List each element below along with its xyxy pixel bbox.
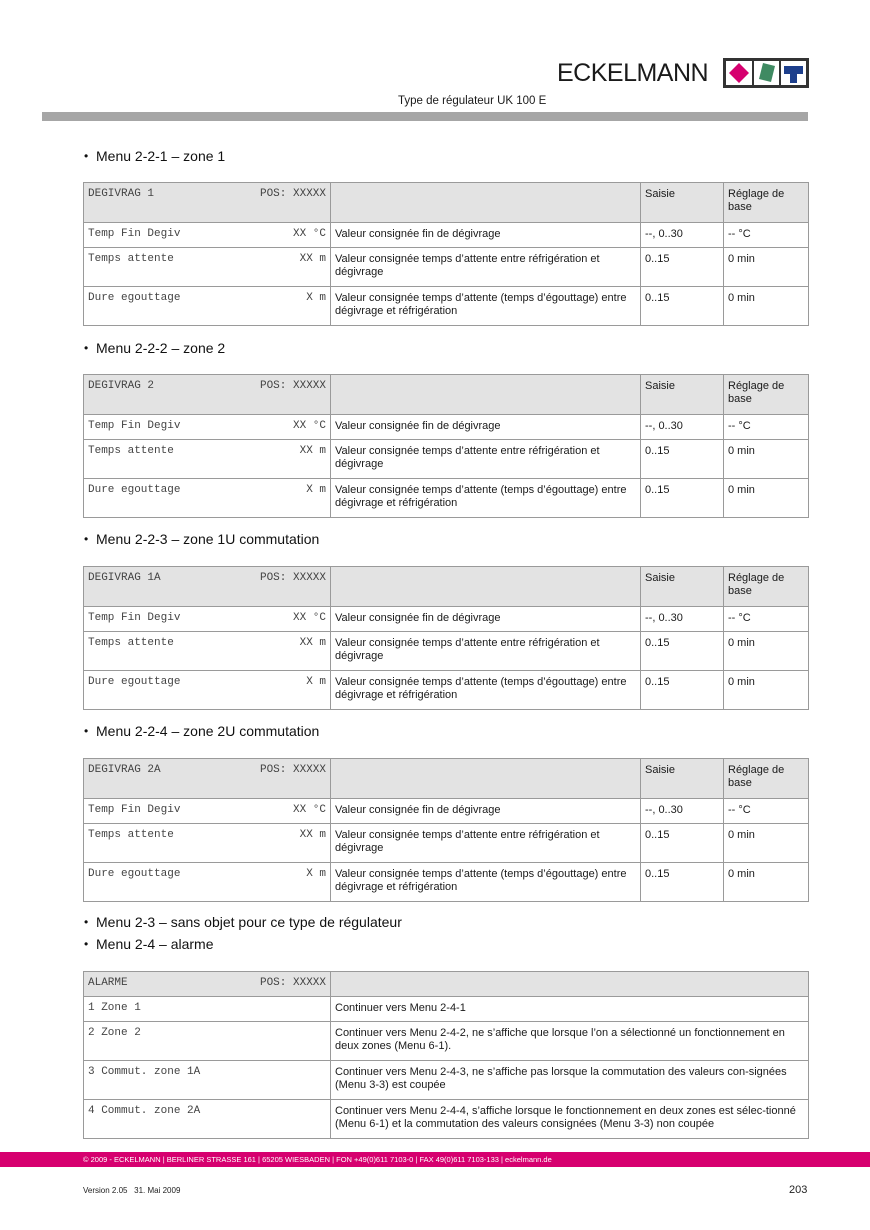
lcd-cell — [84, 248, 331, 287]
section-title-text: Menu 2-2-2 – zone 2 — [96, 340, 226, 356]
lcd-title: DEGIVRAG 1A — [88, 572, 161, 584]
reglage-header: Réglage de base — [724, 375, 809, 415]
saisie-cell: 0..15 — [641, 863, 724, 902]
saisie-cell: --, 0..30 — [641, 223, 724, 248]
bullet-icon: • — [84, 915, 89, 929]
saisie-cell: 0..15 — [641, 479, 724, 518]
lcd-cell — [84, 824, 331, 863]
lcd-cell — [84, 632, 331, 671]
description-cell: Valeur consignée temps d’attente (temps d’égouttage) entre dégivrage et réfrigération — [331, 863, 641, 902]
empty-header-cell — [331, 183, 641, 223]
saisie-header: Saisie — [641, 183, 724, 223]
reglage-cell: -- °C — [724, 799, 809, 824]
lcd-title: ALARME — [88, 977, 128, 989]
section-title-text: Menu 2-2-4 – zone 2U commutation — [96, 723, 320, 739]
lcd-cell — [84, 479, 331, 518]
alarm-table — [83, 971, 809, 1139]
lcd-pos: POS: XXXXX — [259, 188, 326, 200]
reglage-cell: 0 min — [724, 863, 809, 902]
menu-table — [83, 374, 809, 518]
description-cell: Continuer vers Menu 2-4-2, ne s’affiche que lorsque l’on a sélectionné un fonctionnement en deux zones (Menu 6-1). — [331, 1022, 809, 1061]
lcd-cell: 4 Commut. zone 2A — [84, 1100, 331, 1139]
table-row — [84, 1061, 809, 1100]
section-title-text: Menu 2-2-3 – zone 1U commutation — [96, 531, 320, 547]
bullet-icon: • — [84, 937, 89, 951]
saisie-cell: --, 0..30 — [641, 799, 724, 824]
lcd-value: XX m — [299, 253, 326, 265]
table-row — [84, 824, 809, 863]
lcd-label: Temp Fin Degiv — [88, 228, 181, 240]
lcd-cell: 1 Zone 1 — [84, 997, 331, 1022]
empty-header-cell — [331, 759, 641, 799]
table-row — [84, 1100, 809, 1139]
empty-header-cell — [331, 375, 641, 415]
reglage-cell: -- °C — [724, 607, 809, 632]
lcd-label: Temps attente — [88, 253, 174, 265]
section-title-text: Menu 2-2-1 – zone 1 — [96, 148, 226, 164]
lcd-cell — [84, 375, 331, 415]
lcd-cell — [84, 183, 331, 223]
description-cell: Valeur consignée fin de dégivrage — [331, 415, 641, 440]
lcd-pos: POS: XXXXX — [259, 764, 326, 776]
table-row — [84, 997, 809, 1022]
table-header-row — [84, 759, 809, 799]
lcd-label: Temp Fin Degiv — [88, 612, 181, 624]
lcd-cell — [84, 799, 331, 824]
saisie-cell: 0..15 — [641, 824, 724, 863]
description-cell: Continuer vers Menu 2-4-3, ne s’affiche pas lorsque la commutation des valeurs con-signées (Menu 3-3) est coupée — [331, 1061, 809, 1100]
reglage-header: Réglage de base — [724, 759, 809, 799]
reglage-header: Réglage de base — [724, 567, 809, 607]
table-row — [84, 440, 809, 479]
saisie-cell: 0..15 — [641, 632, 724, 671]
reglage-cell: 0 min — [724, 248, 809, 287]
description-cell: Valeur consignée temps d’attente (temps d’égouttage) entre dégivrage et réfrigération — [331, 479, 641, 518]
section-title — [84, 723, 319, 739]
lcd-cell — [84, 759, 331, 799]
empty-header-cell — [331, 972, 809, 997]
description-cell: Valeur consignée fin de dégivrage — [331, 223, 641, 248]
empty-header-cell — [331, 567, 641, 607]
saisie-cell: --, 0..30 — [641, 607, 724, 632]
saisie-cell: 0..15 — [641, 671, 724, 710]
description-cell: Valeur consignée temps d’attente (temps d’égouttage) entre dégivrage et réfrigération — [331, 671, 641, 710]
description-cell: Continuer vers Menu 2-4-4, s’affiche lorsque le fonctionnement en deux zones est sélec-tionné (Menu 6-1) et la commutation des valeurs consignées (Menu 3-3) non coupée — [331, 1100, 809, 1139]
table-header-row — [84, 375, 809, 415]
table-row — [84, 799, 809, 824]
bullet-icon: • — [84, 532, 89, 546]
lcd-label: Dure egouttage — [88, 868, 181, 880]
footer-address: © 2009 - ECKELMANN | BERLINER STRASSE 161 | 65205 WIESBADEN | FON +49(0)611 7103-0 | FAX 49(0)611 7103-133 | eckelmann.de — [83, 1155, 552, 1164]
bullet-icon: • — [84, 149, 89, 163]
document-subtitle: Type de régulateur UK 100 E — [398, 95, 547, 107]
section-title — [84, 936, 214, 952]
description-cell: Continuer vers Menu 2-4-1 — [331, 997, 809, 1022]
section-title — [84, 148, 225, 164]
section-title-text: Menu 2-4 – alarme — [96, 936, 214, 952]
bullet-icon: • — [84, 724, 89, 738]
lcd-value: XX °C — [292, 228, 326, 240]
table-row — [84, 287, 809, 326]
section-title — [84, 340, 225, 356]
lcd-cell: 3 Commut. zone 1A — [84, 1061, 331, 1100]
lcd-cell — [84, 863, 331, 902]
table-row — [84, 415, 809, 440]
table-row — [84, 632, 809, 671]
table-row — [84, 223, 809, 248]
table-row — [84, 248, 809, 287]
saisie-header: Saisie — [641, 375, 724, 415]
reglage-cell: 0 min — [724, 440, 809, 479]
lcd-label: Temp Fin Degiv — [88, 420, 181, 432]
lcd-value: XX °C — [292, 420, 326, 432]
description-cell: Valeur consignée fin de dégivrage — [331, 799, 641, 824]
saisie-cell: 0..15 — [641, 287, 724, 326]
table-row — [84, 607, 809, 632]
table-row — [84, 1022, 809, 1061]
reglage-cell: 0 min — [724, 479, 809, 518]
lcd-cell — [84, 223, 331, 248]
lcd-label: Dure egouttage — [88, 484, 181, 496]
description-cell: Valeur consignée temps d’attente entre réfrigération et dégivrage — [331, 632, 641, 671]
lcd-title: DEGIVRAG 1 — [88, 188, 155, 200]
table-header-row — [84, 972, 809, 997]
reglage-header: Réglage de base — [724, 183, 809, 223]
lcd-label: Dure egouttage — [88, 676, 181, 688]
saisie-cell: 0..15 — [641, 440, 724, 479]
lcd-label: Dure egouttage — [88, 292, 181, 304]
lcd-value: XX °C — [292, 612, 326, 624]
lcd-cell — [84, 415, 331, 440]
saisie-cell: --, 0..30 — [641, 415, 724, 440]
lcd-title: DEGIVRAG 2 — [88, 380, 155, 392]
page-number: 203 — [789, 1184, 808, 1196]
lcd-pos: POS: XXXXX — [259, 572, 326, 584]
lcd-cell — [84, 440, 331, 479]
lcd-cell — [84, 607, 331, 632]
reglage-cell: 0 min — [724, 287, 809, 326]
table-row — [84, 479, 809, 518]
reglage-cell: 0 min — [724, 671, 809, 710]
menu-table — [83, 758, 809, 902]
section-title-text: Menu 2-3 – sans objet pour ce type de régulateur — [96, 914, 402, 930]
lcd-value: X m — [306, 676, 326, 688]
table-row — [84, 863, 809, 902]
saisie-cell: 0..15 — [641, 248, 724, 287]
version-info: Version 2.05 31. Mai 2009 — [83, 1186, 181, 1195]
section-title — [84, 914, 402, 930]
lcd-value: X m — [306, 292, 326, 304]
lcd-pos: POS: XXXXX — [259, 380, 326, 392]
lcd-cell — [84, 287, 331, 326]
description-cell: Valeur consignée temps d’attente (temps d’égouttage) entre dégivrage et réfrigération — [331, 287, 641, 326]
brand-squares-icon — [723, 58, 809, 88]
lcd-label: Temps attente — [88, 829, 174, 841]
lcd-label: Temps attente — [88, 445, 174, 457]
table-header-row — [84, 183, 809, 223]
lcd-value: XX m — [299, 637, 326, 649]
table-row — [84, 671, 809, 710]
description-cell: Valeur consignée temps d’attente entre réfrigération et dégivrage — [331, 248, 641, 287]
saisie-header: Saisie — [641, 759, 724, 799]
footer-bar — [0, 1152, 870, 1167]
lcd-value: XX °C — [292, 804, 326, 816]
lcd-cell — [84, 671, 331, 710]
reglage-cell: 0 min — [724, 824, 809, 863]
section-title — [84, 531, 319, 547]
lcd-label: Temp Fin Degiv — [88, 804, 181, 816]
lcd-cell: 2 Zone 2 — [84, 1022, 331, 1061]
lcd-label: Temps attente — [88, 637, 174, 649]
lcd-title: DEGIVRAG 2A — [88, 764, 161, 776]
brand-name: ECKELMANN — [557, 59, 709, 87]
lcd-value: X m — [306, 484, 326, 496]
menu-table — [83, 566, 809, 710]
lcd-cell — [84, 972, 331, 997]
header-divider — [42, 112, 808, 121]
lcd-value: XX m — [299, 445, 326, 457]
lcd-value: XX m — [299, 829, 326, 841]
reglage-cell: -- °C — [724, 223, 809, 248]
description-cell: Valeur consignée temps d’attente entre réfrigération et dégivrage — [331, 440, 641, 479]
reglage-cell: -- °C — [724, 415, 809, 440]
lcd-pos: POS: XXXXX — [259, 977, 326, 989]
reglage-cell: 0 min — [724, 632, 809, 671]
table-header-row — [84, 567, 809, 607]
eckelmann-logo — [557, 58, 809, 88]
saisie-header: Saisie — [641, 567, 724, 607]
bullet-icon: • — [84, 341, 89, 355]
description-cell: Valeur consignée temps d’attente entre réfrigération et dégivrage — [331, 824, 641, 863]
lcd-cell — [84, 567, 331, 607]
lcd-value: X m — [306, 868, 326, 880]
menu-table — [83, 182, 809, 326]
description-cell: Valeur consignée fin de dégivrage — [331, 607, 641, 632]
